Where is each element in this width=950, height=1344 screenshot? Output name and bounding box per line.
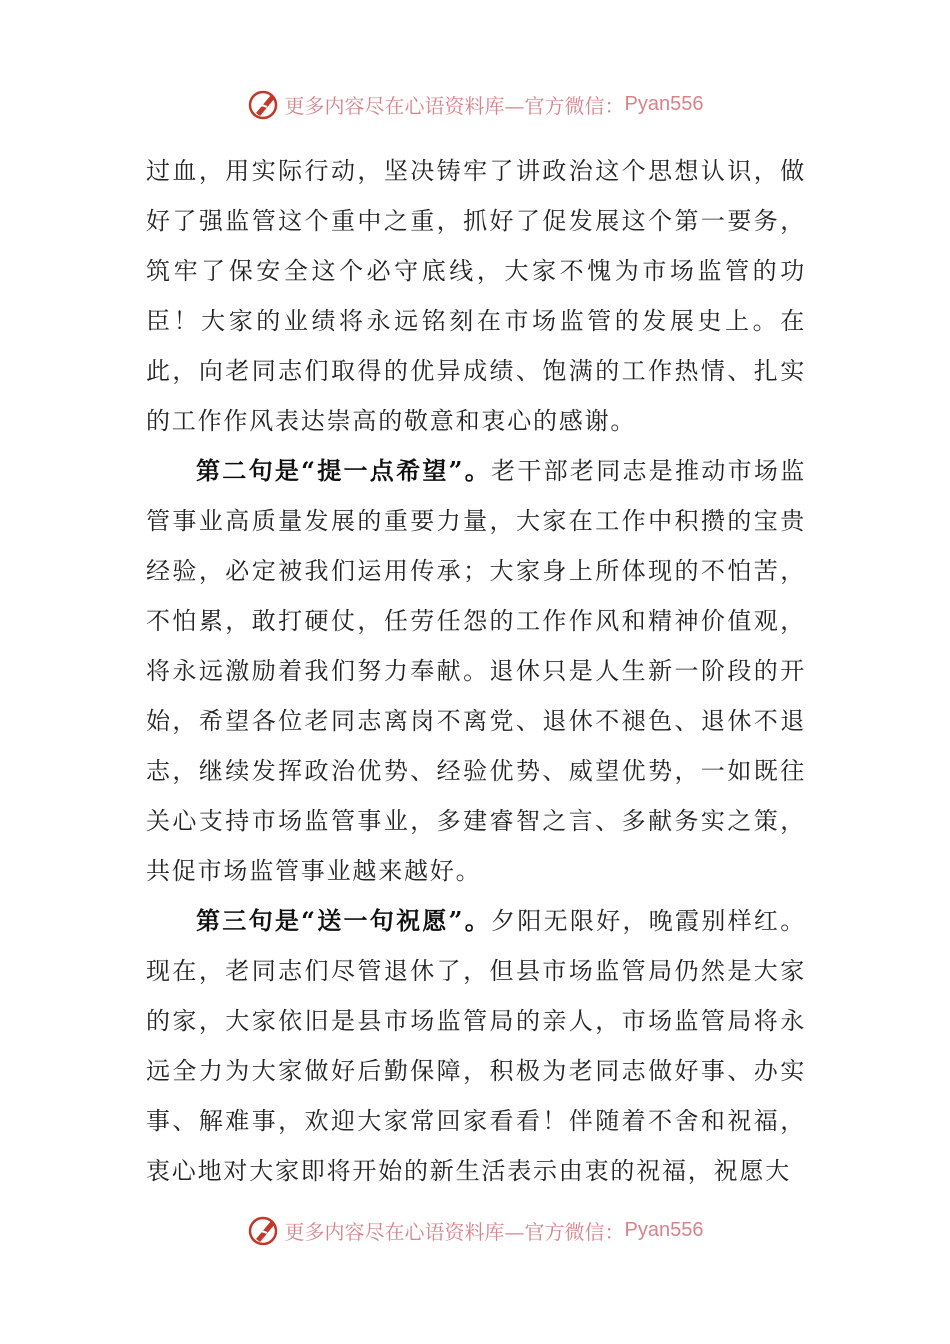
footer-wechat-id: Pyan556: [624, 1218, 704, 1241]
footer-brand-text: 更多内容尽在心语资料库: [284, 1219, 505, 1244]
footer-watermark: [0, 1210, 950, 1250]
paragraph-3-lead: 第三句是“送一句祝愿”。: [196, 906, 492, 935]
footer-wechat-label: —官方微信：: [504, 1219, 625, 1244]
pen-logo-icon: [247, 87, 281, 121]
paragraph-1: 过血，用实际行动，坚决铸牢了讲政治这个思想认识，做好了强监管这个重中之重，抓好了促发展这个第一要务，筑牢了保安全这个必守底线，大家不愧为市场监管的功臣！大家的业绩将永远铭刻在市场监管的发展史上。在此，向老同志们取得的优异成绩、饱满的工作热情、扎实的工作作风表达崇高的敬意和衷心的感谢。: [146, 157, 806, 435]
paragraph-3-text: 夕阳无限好，晚霞别样红。现在，老同志们尽管退休了，但县市场监管局仍然是大家的家，大家依旧是县市场监管局的亲人，市场监管局将永远全力为大家做好后勤保障，积极为老同志做好事、办实事、解难事，欢迎大家常回家看看！伴随着不舍和祝福，衷心地对大家即将开始的新生活表示由衷的祝福，祝愿大: [146, 907, 806, 1185]
header-watermark: [0, 84, 950, 124]
header-wechat-label: —官方微信：: [504, 93, 625, 118]
header-brand-text: 更多内容尽在心语资料库: [284, 93, 505, 118]
paragraph-2-lead: 第二句是“提一点希望”。: [196, 456, 492, 485]
document-body: [146, 146, 806, 1196]
paragraph-2: [146, 446, 806, 896]
paragraph-2-text: 老干部老同志是推动市场监管事业高质量发展的重要力量，大家在工作中积攒的宝贵经验，必定被我们运用传承；大家身上所体现的不怕苦，不怕累，敢打硬仗，任劳任怨的工作作风和精神价值观，将永远激励着我们努力奉献。退休只是人生新一阶段的开始，希望各位老同志离岗不离党、退休不褪色、退休不退志，继续发挥政治优势、经验优势、威望优势，一如既往关心支持市场监管事业，多建睿智之言、多献务实之策，共促市场监管事业越来越好。: [146, 457, 806, 885]
paragraph-3: [146, 896, 806, 1196]
pen-logo-icon: [247, 1213, 281, 1247]
header-wechat-id: Pyan556: [624, 92, 704, 115]
